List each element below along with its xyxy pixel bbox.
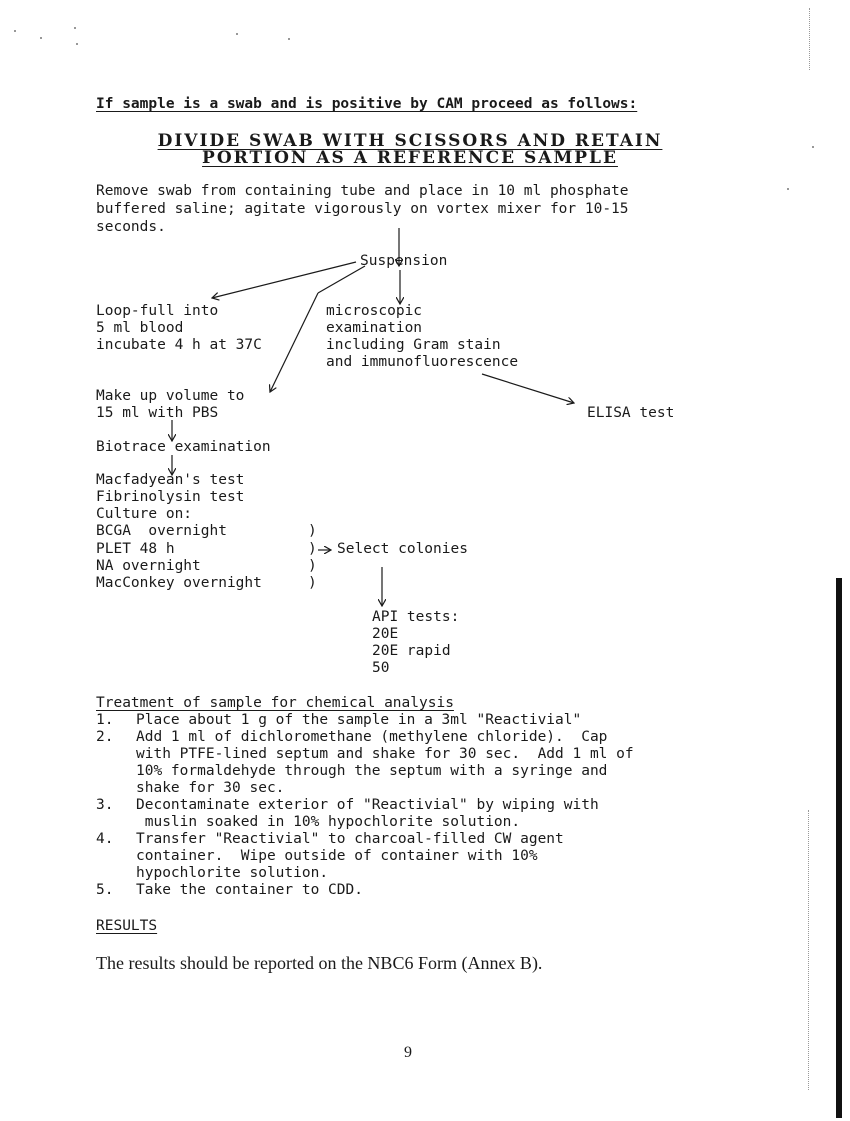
node-makeup-line-2: 15 ml with PBS xyxy=(96,405,219,421)
step-number: 4. xyxy=(96,831,114,847)
node-loop-line-3: incubate 4 h at 37C xyxy=(96,337,262,353)
node-micro-line-2: examination xyxy=(326,320,423,336)
node-api-line-4: 50 xyxy=(372,660,390,676)
step-number: 3. xyxy=(96,797,114,813)
node-api-line-1: API tests: xyxy=(372,609,460,625)
culture-item: PLET 48 h xyxy=(96,541,175,557)
results-title: RESULTS xyxy=(96,918,158,934)
node-micro-line-1: microscopic xyxy=(326,303,423,319)
scan-speck xyxy=(812,146,814,148)
scan-speck xyxy=(76,43,78,45)
banner-line-1: DIVIDE SWAB WITH SCISSORS AND RETAIN xyxy=(157,131,663,151)
section-heading: If sample is a swab and is positive by CAM proceed as follows: xyxy=(96,96,638,112)
intro-line-2: buffered saline; agitate vigorously on vortex mixer for 10-15 xyxy=(96,201,629,217)
scan-speck xyxy=(74,27,76,29)
banner-line-2: PORTION AS A REFERENCE SAMPLE xyxy=(202,148,618,168)
arrow-suspension-to-makeup-tail xyxy=(270,293,318,392)
step-text: Decontaminate exterior of "Reactivial" by wiping with xyxy=(136,797,599,813)
bracket: ) xyxy=(308,558,317,574)
node-test-line-2: Fibrinolysin test xyxy=(96,489,245,505)
step-text: with PTFE-lined septum and shake for 30 sec. Add 1 ml of xyxy=(136,746,634,762)
node-elisa: ELISA test xyxy=(587,405,675,421)
results-text: The results should be reported on the NBC6 Form (Annex B). xyxy=(96,953,543,973)
node-micro-line-4: and immunofluorescence xyxy=(326,354,519,370)
scan-speck xyxy=(14,30,16,32)
step-text: container. Wipe outside of container with 10% xyxy=(136,848,538,864)
scan-speck xyxy=(787,188,789,190)
step-number: 5. xyxy=(96,882,114,898)
node-test-line-3: Culture on: xyxy=(96,506,193,522)
culture-item: NA overnight xyxy=(96,558,201,574)
step-text: 10% formaldehyde through the septum with a syringe and xyxy=(136,763,608,779)
step-text: muslin soaked in 10% hypochlorite solution. xyxy=(136,814,521,830)
page-number: 9 xyxy=(404,1044,412,1061)
intro-line-3: seconds. xyxy=(96,219,166,235)
arrow-suspension-to-loop xyxy=(212,262,356,298)
node-loop-line-2: 5 ml blood xyxy=(96,320,184,336)
bracket: ) xyxy=(308,541,317,557)
node-loop-line-1: Loop-full into xyxy=(96,303,219,319)
step-text: shake for 30 sec. xyxy=(136,780,285,796)
bracket: ) xyxy=(308,575,317,591)
step-text: Take the container to CDD. xyxy=(136,882,363,898)
node-test-line-1: Macfadyean's test xyxy=(96,472,245,488)
node-makeup-line-1: Make up volume to xyxy=(96,388,245,404)
step-text: Add 1 ml of dichloromethane (methylene chloride). Cap xyxy=(136,729,608,745)
node-suspension: Suspension xyxy=(360,253,448,269)
node-micro-line-3: including Gram stain xyxy=(326,337,501,353)
scan-edge-line xyxy=(808,810,810,1090)
bracket: ) xyxy=(308,523,317,539)
step-text: Transfer "Reactivial" to charcoal-filled CW agent xyxy=(136,831,564,847)
culture-item: BCGA overnight xyxy=(96,523,227,539)
node-api-line-2: 20E xyxy=(372,626,399,642)
scan-margin-bar xyxy=(836,578,842,1118)
treatment-title: Treatment of sample for chemical analysis xyxy=(96,695,454,711)
node-api-line-3: 20E rapid xyxy=(372,643,451,659)
step-number: 2. xyxy=(96,729,114,745)
scan-edge-line xyxy=(809,8,811,70)
scan-speck xyxy=(40,37,42,39)
arrow-micro-to-elisa xyxy=(482,374,574,403)
step-text: Place about 1 g of the sample in a 3ml "Reactivial" xyxy=(136,712,582,728)
intro-line-1: Remove swab from containing tube and place in 10 ml phosphate xyxy=(96,183,629,199)
step-text: hypochlorite solution. xyxy=(136,865,329,881)
scan-speck xyxy=(288,38,290,40)
culture-item: MacConkey overnight xyxy=(96,575,262,591)
scan-speck xyxy=(236,33,238,35)
step-number: 1. xyxy=(96,712,114,728)
node-select-colonies: Select colonies xyxy=(337,541,468,557)
node-biotrace: Biotrace examination xyxy=(96,439,271,455)
